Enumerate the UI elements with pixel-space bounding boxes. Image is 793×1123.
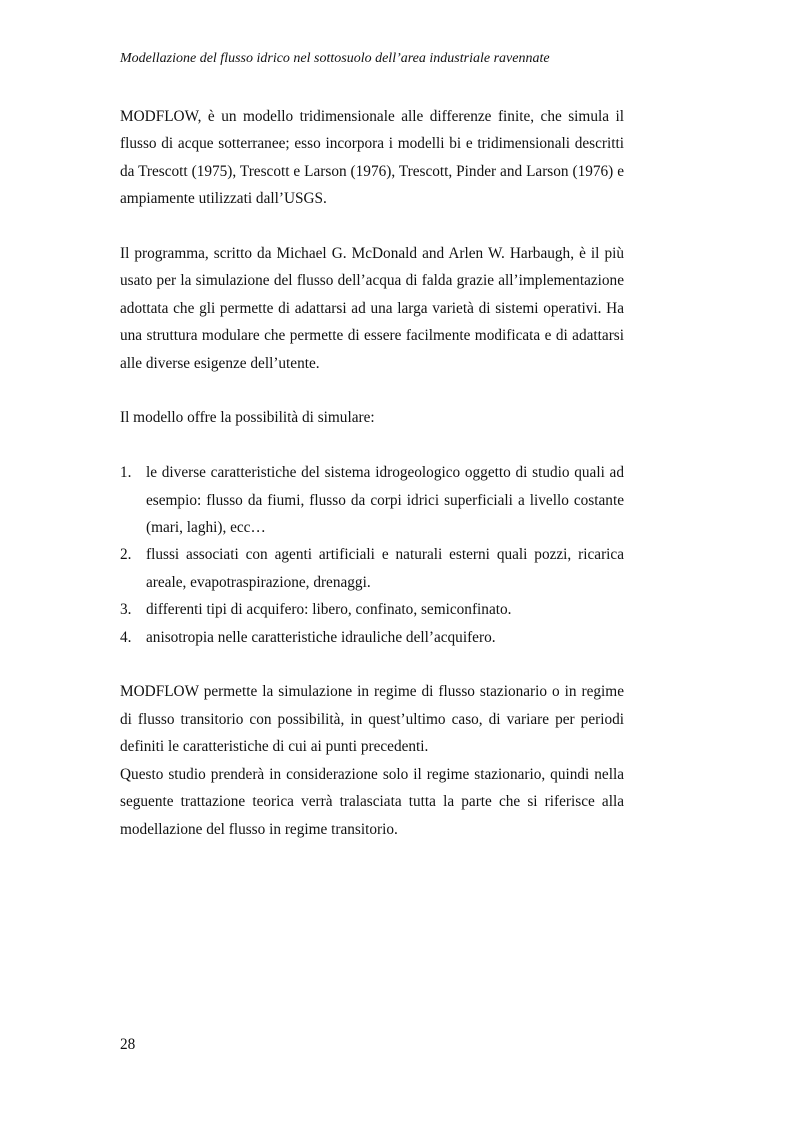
paragraph-study-scope: Questo studio prenderà in considerazione solo il regime stazionario, quindi nella seguente trattazione teorica verrà tralasciata tutta la parte che si riferisce alla modellazione del flusso in regime transitorio. (120, 765, 624, 838)
list-item (120, 624, 624, 651)
page-number: 28 (120, 1036, 136, 1053)
list-item-text: anisotropia nelle caratteristiche idrauliche dell’acquifero. (146, 628, 496, 646)
paragraph-list-intro: Il modello offre la possibilità di simulare: (120, 409, 375, 427)
paragraph-gap (120, 213, 624, 240)
paragraph-modflow-intro: MODFLOW, è un modello tridimensionale alle differenze finite, che simula il flusso di acque sotterranee; esso incorpora i modelli bi e tridimensionali descritti da Trescott (1975), Trescott e Larson (1976), Trescott, Pinder and Larson (1976) e ampiamente utilizzati dall’USGS. (120, 108, 624, 208)
list-item-text: le diverse caratteristiche del sistema idrogeologico oggetto di studio quali ad esempio: flusso da fiumi, flusso da corpi idrici superficiali a livello costante (mari, laghi), ecc… (146, 464, 624, 537)
list-item-number: 3. (120, 601, 132, 619)
list-item (120, 541, 624, 596)
paragraph-regime-options: MODFLOW permette la simulazione in regime di flusso stazionario o in regime di flusso transitorio con possibilità, in quest’ultimo caso, di variare per periodi definiti le caratteristiche di cui ai punti precedenti. (120, 683, 624, 756)
running-header: Modellazione del flusso idrico nel sottosuolo dell’area industriale ravennate (120, 51, 550, 66)
list-item-number: 4. (120, 628, 132, 646)
paragraph-gap (120, 432, 624, 459)
paragraph-program-authors: Il programma, scritto da Michael G. McDonald and Arlen W. Harbaugh, è il più usato per la simulazione del flusso dell’acqua di falda grazie all’implementazione adottata che gli permette di adattarsi ad una larga varietà di sistemi operativi. Ha una struttura modulare che permette di essere facilmente modificata e di adattarsi alle diverse esigenze dell’utente. (120, 245, 624, 372)
paragraph-gap (120, 651, 624, 678)
list-item-number: 2. (120, 546, 132, 564)
list-item-text: flussi associati con agenti artificiali e naturali esterni quali pozzi, ricarica areale, evapotraspirazione, drenaggi. (146, 546, 624, 591)
paragraph-gap (120, 377, 624, 404)
body-text (120, 103, 624, 843)
list-item (120, 459, 624, 541)
numbered-list (120, 459, 624, 651)
list-item (120, 596, 624, 623)
list-item-number: 1. (120, 464, 132, 482)
list-item-text: differenti tipi di acquifero: libero, confinato, semiconfinato. (146, 601, 512, 619)
